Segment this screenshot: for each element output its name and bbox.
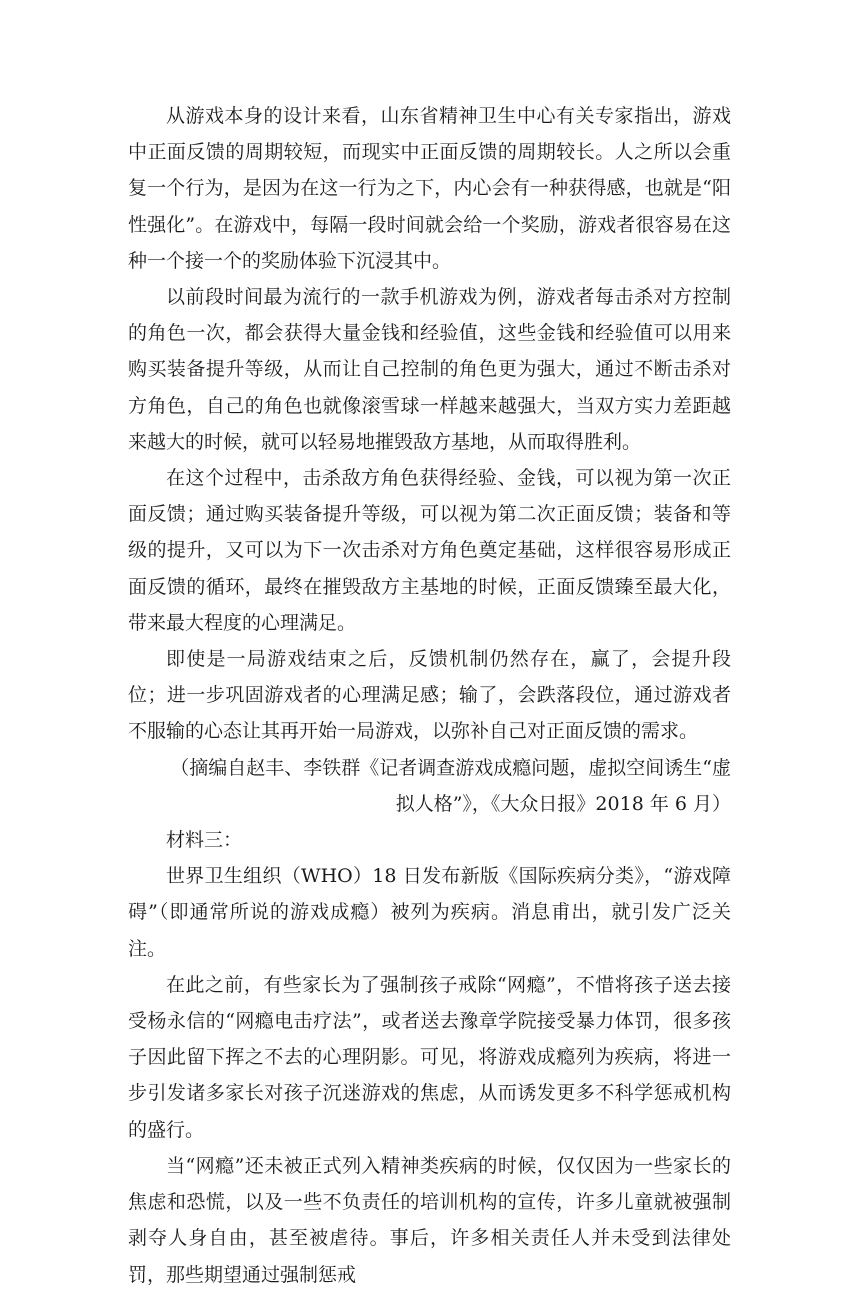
source-citation: （摘编自赵丰、李铁群《记者调查游戏成瘾问题，虚拟空间诱生“虚拟人格”》，《大众日报》2018 年 6 月） bbox=[170, 756, 731, 815]
paragraph-after-game: 即使是一局游戏结束之后，反馈机制仍然存在，赢了，会提升段位；进一步巩固游戏者的心理满足感；输了，会跌落段位，通过游戏者不服输的心态让其再开始一局游戏，以弥补自己对正面反馈的需求。 bbox=[128, 648, 731, 743]
paragraph-parents-anxiety: 在此之前，有些家长为了强制孩子戒除“网瘾”，不惜将孩子送去接受杨永信的“网瘾电击疗法”，或者送去豫章学院接受暴力体罚，很多孩子因此留下挥之不去的心理阴影。可见，将游戏成瘾列为疾病，将进一步引发诸多家长对孩子沉迷游戏的焦虑，从而诱发更多不科学惩戒机构的盛行。 bbox=[128, 973, 731, 1141]
paragraph-internet-addiction: 当“网瘾”还未被正式列入精神类疾病的时候，仅仅因为一些家长的焦虑和恐慌，以及一些不负责任的培训机构的宣传，许多儿童就被强制剥夺人身自由，甚至被虐待。事后，许多相关责任人并未受到法律处罚，那些期望通过强制惩戒 bbox=[128, 1154, 731, 1286]
paragraph-feedback-loop: 在这个过程中，击杀敌方角色获得经验、金钱，可以视为第一次正面反馈；通过购买装备提升等级，可以视为第二次正面反馈；装备和等级的提升，又可以为下一次击杀对方角色奠定基础，这样很容易形成正面反馈的循环，最终在摧毁敌方主基地的时候，正面反馈臻至最大化，带来最大程度的心理满足。 bbox=[128, 467, 731, 634]
document-page bbox=[128, 98, 731, 1293]
paragraph-game-design: 从游戏本身的设计来看，山东省精神卫生中心有关专家指出，游戏中正面反馈的周期较短，而现实中正面反馈的周期较长。人之所以会重复一个行为，是因为在这一行为之下，内心会有一种获得感，也就是“阳性强化”。在游戏中，每隔一段时间就会给一个奖励，游戏者很容易在这种一个接一个的奖励体验下沉浸其中。 bbox=[128, 105, 731, 272]
section-label: 材料三： bbox=[166, 829, 243, 852]
paragraph-who-classification: 世界卫生组织（WHO）18 日发布新版《国际疾病分类》，“游戏障碍”（即通常所说的游戏成瘾）被列为疾病。消息甫出，就引发广泛关注。 bbox=[128, 865, 731, 960]
paragraph-mobile-game-example: 以前段时间最为流行的一款手机游戏为例，游戏者每击杀对方控制的角色一次，都会获得大量金钱和经验值，这些金钱和经验值可以用来购买装备提升等级，从而让自己控制的角色更为强大，通过不断击杀对方角色，自己的角色也就像滚雪球一样越来越强大，当双方实力差距越来越大的时候，就可以轻易地摧毁敌方基地，从而取得胜利。 bbox=[128, 286, 731, 453]
